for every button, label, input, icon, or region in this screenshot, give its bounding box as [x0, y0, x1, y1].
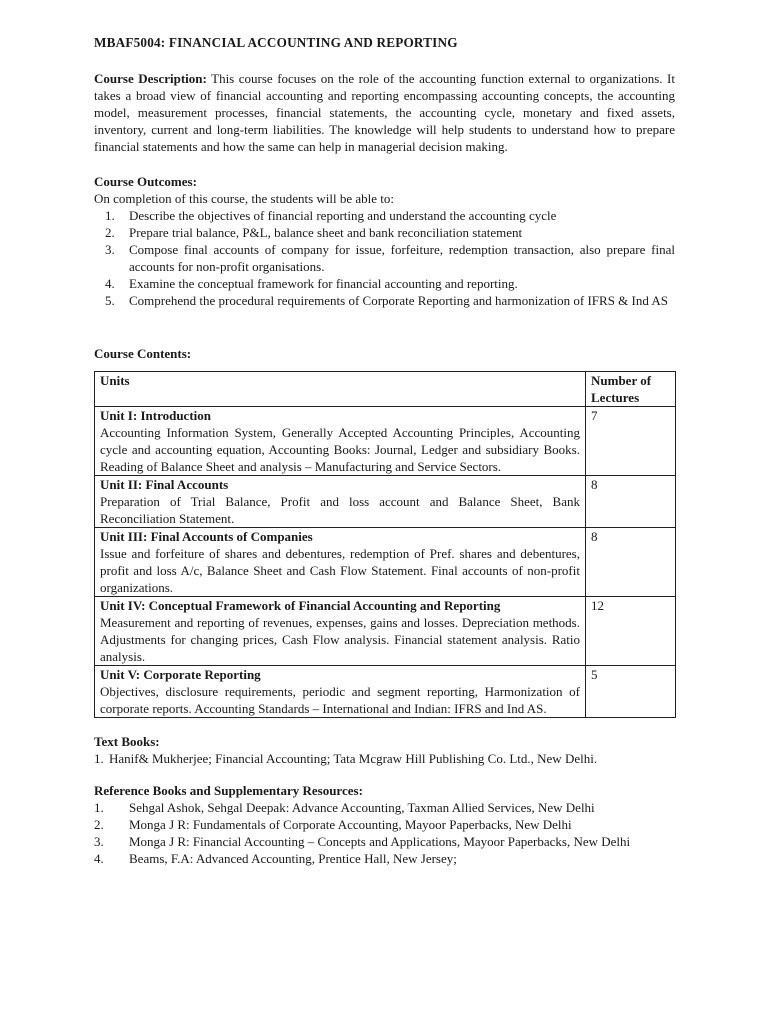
unit-title: Unit V: Corporate Reporting	[100, 667, 261, 682]
contents-heading: Course Contents:	[94, 346, 192, 361]
list-item	[94, 241, 675, 275]
outcome-text: Describe the objectives of financial reporting and understand the accounting cycle	[129, 208, 557, 223]
lectures-cell: 12	[586, 597, 676, 666]
outcome-text: Comprehend the procedural requirements of Corporate Reporting and harmonization of IFRS & Ind AS	[129, 293, 669, 308]
list-number: 3.	[105, 242, 115, 257]
units-column-header: Units	[95, 372, 586, 407]
unit-cell	[95, 666, 586, 718]
reference-text: Monga J R: Financial Accounting – Concepts and Applications, Mayoor Paperbacks, New Delhi	[129, 834, 631, 849]
lectures-cell: 5	[586, 666, 676, 718]
unit-body: Issue and forfeiture of shares and debentures, redemption of Pref. shares and debentures, profit and loss A/c, Balance Sheet and Cash Flow Statement. Final accounts of non-profit organizations.	[100, 546, 580, 595]
table-row	[95, 597, 676, 666]
lectures-cell: 7	[586, 407, 676, 476]
list-item	[94, 816, 675, 833]
list-number: 5.	[105, 293, 115, 308]
unit-cell	[95, 407, 586, 476]
course-description	[94, 70, 675, 155]
document-page	[94, 34, 675, 867]
reference-text: Sehgal Ashok, Sehgal Deepak: Advance Accounting, Taxman Allied Services, New Delhi	[129, 800, 595, 815]
list-item	[94, 224, 675, 241]
list-number: 1.	[94, 800, 104, 815]
table-row	[95, 407, 676, 476]
outcome-text: Prepare trial balance, P&L, balance sheet and bank reconciliation statement	[129, 225, 523, 240]
lectures-cell: 8	[586, 528, 676, 597]
list-item	[94, 799, 675, 816]
text-books-heading: Text Books:	[94, 734, 160, 749]
reference-text: Beams, F.A: Advanced Accounting, Prentice Hall, New Jersey;	[129, 851, 457, 866]
course-title: MBAF5004: FINANCIAL ACCOUNTING AND REPORTING	[94, 35, 458, 50]
course-description-text: This course focuses on the role of the accounting function external to organizations. It takes a broad view of financial accounting and reporting encompassing accounting concepts, the accounting model, measurement processes, financial statements, the accounting cycle, monetary and fixed assets, inventory, current and long-term liabilities. The knowledge will help students to understand how to prepare financial statements and how the same can help in managerial decision making.	[94, 71, 675, 154]
list-number: 1.	[105, 208, 115, 223]
unit-body: Accounting Information System, Generally Accepted Accounting Principles, Accounting cycle and accounting equation, Accounting Books: Journal, Ledger and subsidiary Books. Reading of Balance Sheet and analysis – Manufacturing and Service Sectors.	[100, 425, 580, 474]
table-row	[95, 666, 676, 718]
list-item	[94, 207, 675, 224]
list-item	[94, 292, 675, 309]
references-heading: Reference Books and Supplementary Resources:	[94, 783, 363, 798]
outcomes-heading: Course Outcomes:	[94, 174, 197, 189]
table-row	[95, 476, 676, 528]
list-item	[94, 850, 675, 867]
outcome-text: Examine the conceptual framework for financial accounting and reporting.	[129, 276, 518, 291]
unit-cell	[95, 476, 586, 528]
unit-title: Unit IV: Conceptual Framework of Financial Accounting and Reporting	[100, 598, 501, 613]
list-number: 2.	[105, 225, 115, 240]
list-item	[94, 275, 675, 292]
list-number: 2.	[94, 817, 104, 832]
outcomes-intro: On completion of this course, the students will be able to:	[94, 191, 395, 206]
lectures-cell: 8	[586, 476, 676, 528]
table-header-row	[95, 372, 676, 407]
table-row	[95, 528, 676, 597]
list-number: 4.	[94, 851, 104, 866]
unit-body: Objectives, disclosure requirements, periodic and segment reporting, Harmonization of corporate reports. Accounting Standards – International and Indian: IFRS and Ind AS.	[100, 684, 580, 716]
text-books-list	[94, 750, 675, 767]
course-contents-table	[94, 371, 676, 718]
list-number: 4.	[105, 276, 115, 291]
unit-title: Unit II: Final Accounts	[100, 477, 229, 492]
list-number: 1.	[94, 751, 104, 766]
book-text: Hanif& Mukherjee; Financial Accounting; Tata Mcgraw Hill Publishing Co. Ltd., New Delhi.	[109, 751, 598, 766]
unit-body: Preparation of Trial Balance, Profit and loss account and Balance Sheet, Bank Reconciliation Statement.	[100, 494, 580, 526]
course-description-label: Course Description:	[94, 71, 207, 86]
unit-title: Unit III: Final Accounts of Companies	[100, 529, 313, 544]
unit-body: Measurement and reporting of revenues, expenses, gains and losses. Depreciation methods. Adjustments for changing prices, Cash Flow analysis. Financial statement analysis. Ratio analysis.	[100, 615, 580, 664]
outcomes-list	[94, 207, 675, 309]
list-number: 3.	[94, 834, 104, 849]
lectures-column-header: Number of Lectures	[586, 372, 676, 407]
unit-title: Unit I: Introduction	[100, 408, 212, 423]
list-item	[94, 750, 675, 767]
outcome-text: Compose final accounts of company for issue, forfeiture, redemption transaction, also prepare final accounts for non-profit organisations.	[129, 242, 675, 274]
list-item	[94, 833, 675, 850]
reference-text: Monga J R: Fundamentals of Corporate Accounting, Mayoor Paperbacks, New Delhi	[129, 817, 572, 832]
references-list	[94, 799, 675, 867]
unit-cell	[95, 528, 586, 597]
unit-cell	[95, 597, 586, 666]
